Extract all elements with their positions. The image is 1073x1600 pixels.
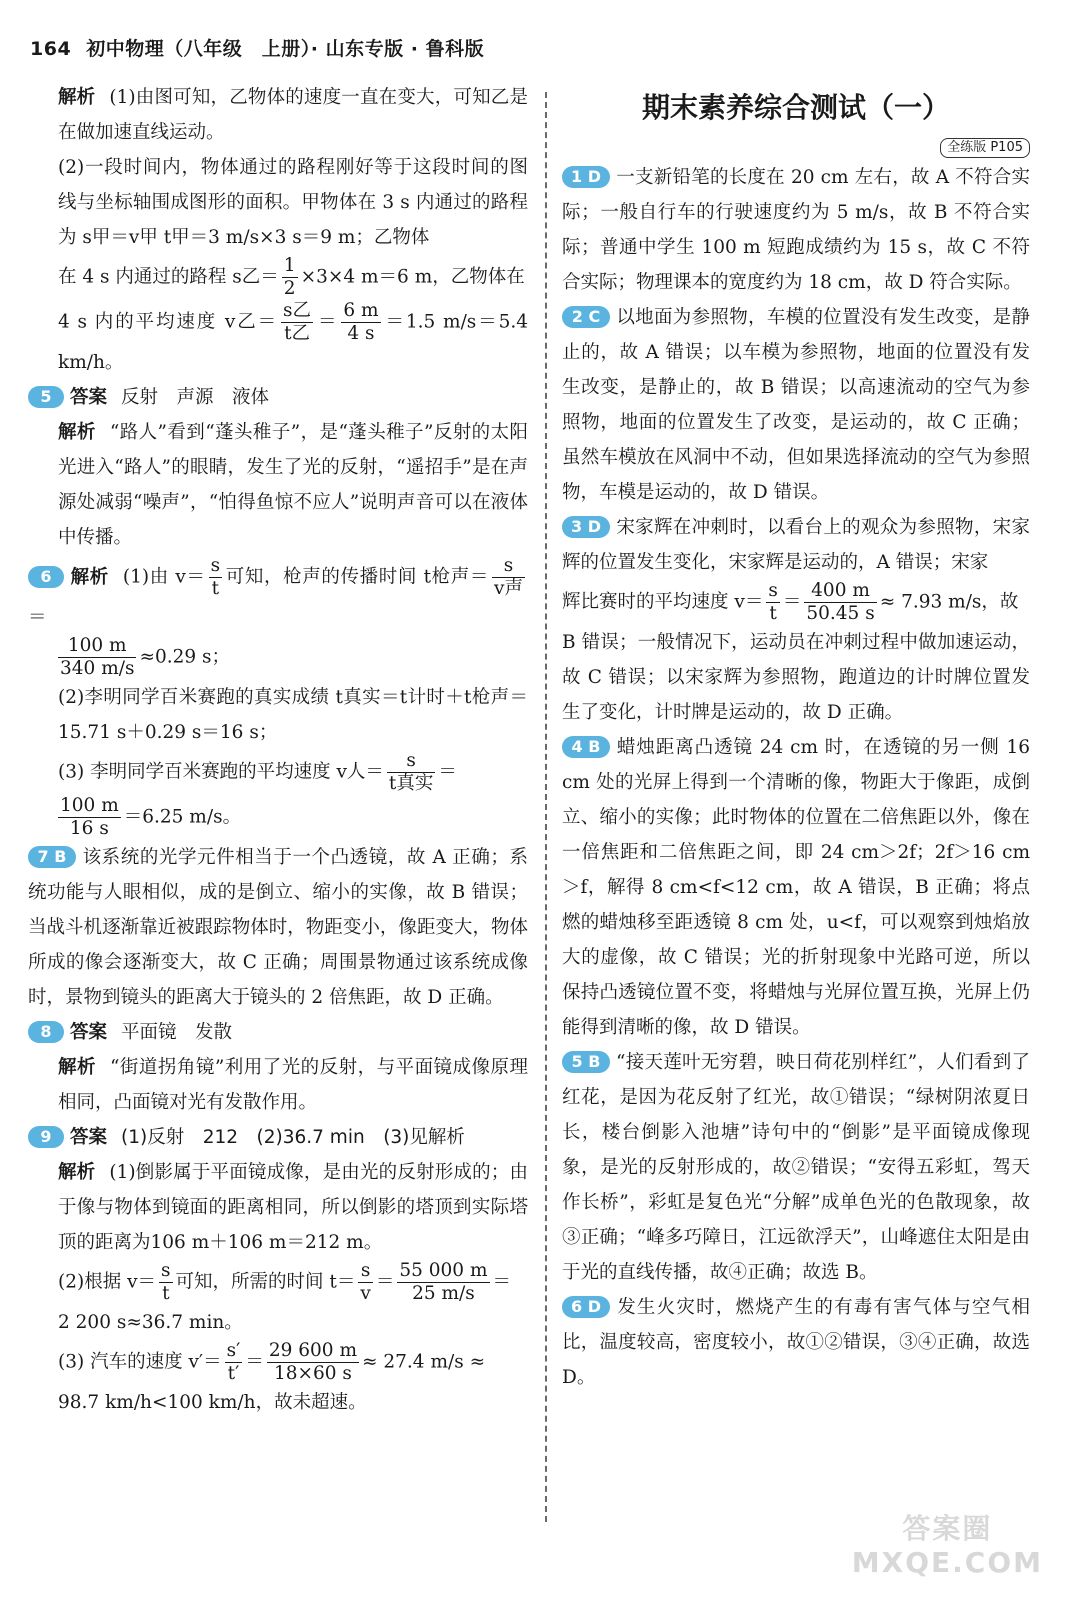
fraction: $\frac{6 m}{4 s}$ [343, 300, 379, 344]
question-number-badge: 4 B [562, 736, 610, 758]
fraction: $\frac{100 m}{16 s}$ [60, 795, 119, 839]
book-title: 初中物理（八年级 上册）· 山东专版 · 鲁科版 [86, 38, 485, 60]
q6-explanation-2: $\frac{100 m}{340 m/s}$ ≈0.29 s； [60, 635, 231, 679]
q8-explanation: 解析 “街道拐角镜”利用了光的反射，与平面镜成像原理相同，凸面镜对光有发散作用。 [58, 1057, 528, 1113]
page-header [30, 34, 484, 61]
q6-explanation-3: (2)李明同学百米赛跑的真实成绩 t真实＝t计时＋t枪声＝15.71 s＋0.29 s＝16 s； [58, 687, 528, 743]
fraction: $\frac{100 m}{340 m/s}$ [60, 635, 135, 679]
r3-explanation-2: 辉比赛时的平均速度 v＝ $\frac{s}{t}$ ＝ $\frac{400 m}{50.45 s}$ ≈ 7.93 m/s，故 [562, 580, 1019, 624]
question-number-badge: 8 [28, 1021, 64, 1043]
q4-explanation-3: 在 4 s 内通过的路程 s乙＝ $\frac{1}{2}$ ×3×4 m＝6 m，乙物体在 [58, 255, 525, 299]
question-number-badge: 2 C [562, 306, 610, 328]
right-column [562, 80, 1030, 1395]
watermark-logo: 答案圈 MXQE.COM [851, 1512, 1043, 1579]
label-jiexi: 解析 [58, 87, 96, 108]
fraction: $\frac{s}{t}$ [768, 580, 778, 624]
r3-explanation-3: B 错误；一般情况下，运动员在冲刺过程中做加速运动，故 C 错误；以宋家辉为参照物，跑道边的计时牌位置发生了变化，计时牌是运动的，故 D 正确。 [562, 632, 1030, 723]
question-number-badge: 1 D [562, 166, 610, 188]
fraction: $\frac{s}{\text{t真实}}$ [388, 750, 434, 794]
q4-explanation-4: 4 s 内的平均速度 v乙＝ $\frac{\text{s乙}}{\text{t乙}}$ ＝ $\frac{6 m}{4 s}$ ＝1.5 m/s＝5.4 km/h。 [58, 300, 528, 373]
question-number-badge: 3 D [562, 516, 610, 538]
question-number-badge: 6 [28, 566, 64, 588]
q9-explanation-1: 解析 (1)倒影属于平面镜成像，是由光的反射形成的；由于像与物体到镜面的距离相同，所以倒影的塔顶到实际塔顶的距离为106 m＋106 m＝212 m。 [58, 1162, 528, 1253]
page-number: 164 [30, 38, 72, 60]
fraction: $\frac{1}{2}$ [283, 255, 296, 299]
question-number-badge: 7 B [28, 846, 76, 868]
q7-explanation: 7 B 该系统的光学元件相当于一个凸透镜，故 A 正确；系统功能与人眼相似，成的是倒立、缩小的实像，故 B 错误；当战斗机逐渐靠近被跟踪物体时，物距变小，像距变大，物体所成的像会逐渐变大，故 C 正确；周围景物通过该系统成像时，景物到镜头的距离大于镜头的 2 倍焦距，故 D 正确。 [28, 847, 528, 1008]
q9-explanation-3: 2 200 s≈36.7 min。 [58, 1312, 243, 1333]
fraction: $\frac{29 600 m}{18\times 60 s}$ [268, 1340, 357, 1384]
fraction: $\frac{55 000 m}{25 m/s}$ [399, 1260, 488, 1304]
question-number-badge: 5 [28, 386, 64, 408]
r5-explanation: 5 B “接天莲叶无穷碧，映日荷花别样红”，人们看到了红花，是因为花反射了红光，故①错误；“绿树阴浓夏日长，楼台倒影入池塘”诗句中的“倒影”是平面镜成像现象，是光的反射形成的，故②错误；“安得五彩虹，驾天作长桥”，彩虹是复色光“分解”成单色光的色散现象，故③正确；“峰多巧障日，江远欲浮天”，山峰遮住太阳是由于光的直线传播，故④正确；故选 B。 [562, 1052, 1030, 1283]
fraction: $\frac{s}{t}$ [161, 1260, 171, 1304]
q8-answer: 8 答案 平面镜 发散 [28, 1015, 528, 1050]
r1-explanation: 1 D 一支新铅笔的长度在 20 cm 左右，故 A 不符合实际；一般自行车的行驶速度约为 5 m/s，故 B 不符合实际；普通中学生 100 m 短跑成绩约为 15 s，故 C 不符合实际；物理课本的宽度约为 18 cm，故 D 符合实际。 [562, 167, 1030, 293]
q9-answer: 9 答案 (1)反射 212 (2)36.7 min (3)见解析 [28, 1120, 528, 1155]
q6-explanation-4: (3) 李明同学百米赛跑的平均速度 v人＝ $\frac{s}{\text{t真实}}$ ＝ [58, 750, 457, 794]
fraction: $\frac{s}{t}$ [210, 555, 221, 599]
q9-explanation-2: (2)根据 v＝ $\frac{s}{t}$ 可知，所需的时间 t＝ $\frac{s}{v}$ ＝ $\frac{55 000 m}{25 m/s}$ ＝ [58, 1260, 512, 1304]
q9-explanation-5: 98.7 km/h<100 km/h，故未超速。 [58, 1392, 367, 1413]
r2-explanation: 2 C 以地面为参照物，车模的位置没有发生改变，是静止的，故 A 错误；以车模为参照物，地面的位置没有发生改变，是静止的，故 B 错误；以高速流动的空气为参照物，地面的位置发生了改变，是运动的，故 C 正确；虽然车模放在风洞中不动，但如果选择流动的空气为参照物，车模是运动的，故 D 错误。 [562, 307, 1030, 503]
column-divider [545, 92, 547, 1522]
q5-explanation: 解析 “路人”看到“蓬头稚子”，是“蓬头稚子”反射的太阳光进入“路人”的眼睛，发生了光的反射，“遥招手”是在声源处减弱“噪声”，“怕得鱼惊不应人”说明声音可以在液体中传播。 [58, 422, 528, 548]
fraction: $\frac{s}{v}$ [360, 1260, 371, 1304]
section-title: 期末素养综合测试（一） [641, 91, 950, 124]
fraction: $\frac{s}{\text{v声}}$ [494, 555, 523, 599]
question-number-badge: 9 [28, 1126, 64, 1148]
q6-explanation-1: 6 解析 (1)由 v＝ $\frac{s}{t}$ 可知，枪声的传播时间 t枪声＝ $\frac{s}{\text{v声}}$ ＝ [28, 555, 523, 628]
q4-explanation-1: 解析 (1)由图可知，乙物体的速度一直在变大，可知乙是在做加速直线运动。 [58, 87, 528, 143]
question-number-badge: 6 D [562, 1296, 610, 1318]
q9-explanation-4: (3) 汽车的速度 v′＝ $\frac{s'}{t'}$ ＝ $\frac{29 600 m}{18\times 60 s}$ ≈ 27.4 m/s ≈ [58, 1340, 486, 1384]
r4-explanation: 4 B 蜡烛距离凸透镜 24 cm 时，在透镜的另一侧 16 cm 处的光屏上得到一个清晰的像，物距大于像距，成倒立、缩小的实像；此时物体的位置在二倍焦距以外，像在一倍焦距和二倍焦距之间，即 24 cm＞2f；2f＞16 cm＞f，解得 8 cm<f<12 cm，故 A 错误，B 正确；将点燃的蜡烛移至距透镜 8 cm 处，u<f，可以观察到烛焰放大的虚像，故 C 错误；光的折射现象中光路可逆，所以保持凸透镜位置不变，将蜡烛与光屏位置互换，光屏上仍能得到清晰的像，故 D 错误。 [562, 737, 1030, 1038]
reference-tag: 全练版 P105 [940, 138, 1030, 158]
r3-explanation-1: 3 D 宋家辉在冲刺时，以看台上的观众为参照物，宋家辉的位置发生变化，宋家辉是运动的，A 错误；宋家 [562, 517, 1030, 573]
q5-answer: 5 答案 反射 声源 液体 [28, 380, 528, 415]
r6-explanation: 6 D 发生火灾时，燃烧产生的有毒有害气体与空气相比，温度较高，密度较小，故①②错误，③④正确，故选 D。 [562, 1297, 1030, 1388]
question-number-badge: 5 B [562, 1051, 610, 1073]
left-column [28, 80, 528, 1420]
q6-explanation-5: $\frac{100 m}{16 s}$ ＝6.25 m/s。 [60, 795, 242, 839]
fraction: $\frac{s'}{t'}$ [226, 1340, 241, 1384]
fraction: $\frac{400 m}{50.45 s}$ [806, 580, 875, 624]
fraction: $\frac{\text{s乙}}{\text{t乙}}$ [283, 300, 312, 344]
q4-explanation-2: (2)一段时间内，物体通过的路程刚好等于这段时间的图线与坐标轴围成图形的面积。甲物体在 3 s 内通过的路程为 s甲＝v甲 t甲＝3 m/s×3 s＝9 m；乙物体 [58, 157, 528, 248]
